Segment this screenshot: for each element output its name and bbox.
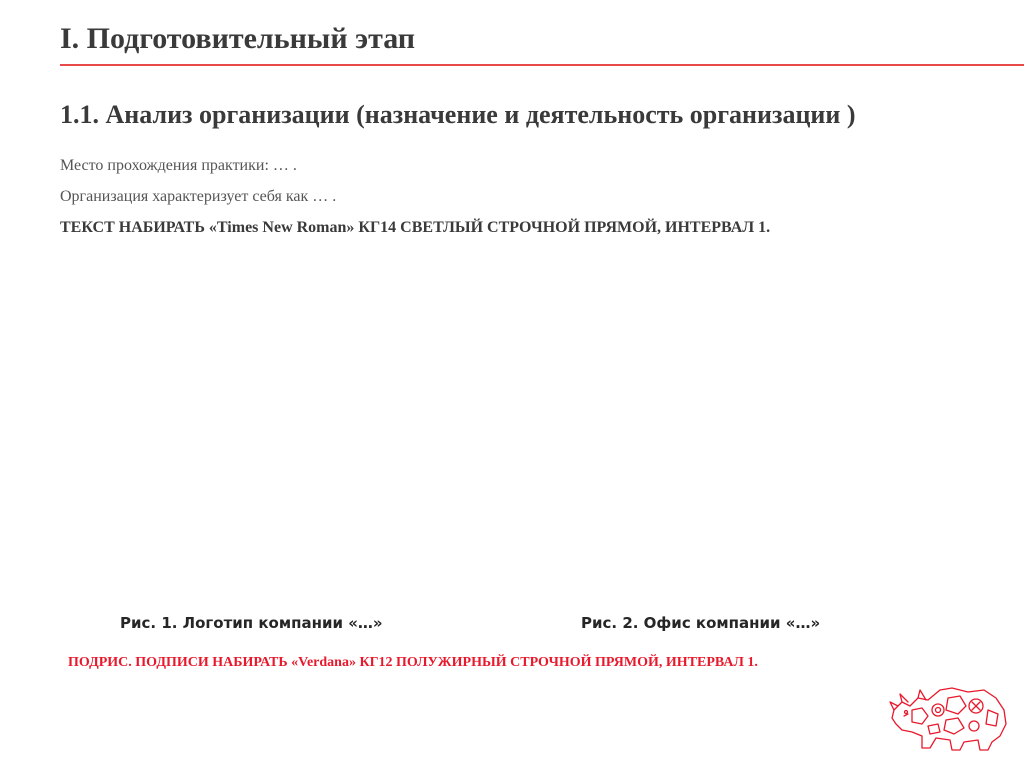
figure-caption-logo: Рис. 1. Логотип компании «…»: [120, 614, 383, 632]
rhino-logo-icon: [888, 680, 1012, 752]
page-title: I. Подготовительный этап: [60, 22, 416, 55]
practice-place-text: Место прохождения практики: … .: [60, 157, 297, 174]
formatting-instruction: ТЕКСТ НАБИРАТЬ «Times New Roman» КГ14 СВЕТЛЫЙ СТРОЧНОЙ ПРЯМОЙ, ИНТЕРВАЛ 1.: [60, 219, 771, 236]
figure-caption-office: Рис. 2. Офис компании «…»: [581, 614, 821, 632]
title-divider: [60, 64, 1024, 66]
organization-description-text: Организация характеризует себя как … .: [60, 188, 337, 205]
caption-formatting-note: ПОДРИС. ПОДПИСИ НАБИРАТЬ «Verdana» КГ12 ПОЛУЖИРНЫЙ СТРОЧНОЙ ПРЯМОЙ, ИНТЕРВАЛ 1.: [68, 655, 758, 670]
section-heading: 1.1. Анализ организации (назначение и деятельность организации ): [60, 100, 856, 129]
